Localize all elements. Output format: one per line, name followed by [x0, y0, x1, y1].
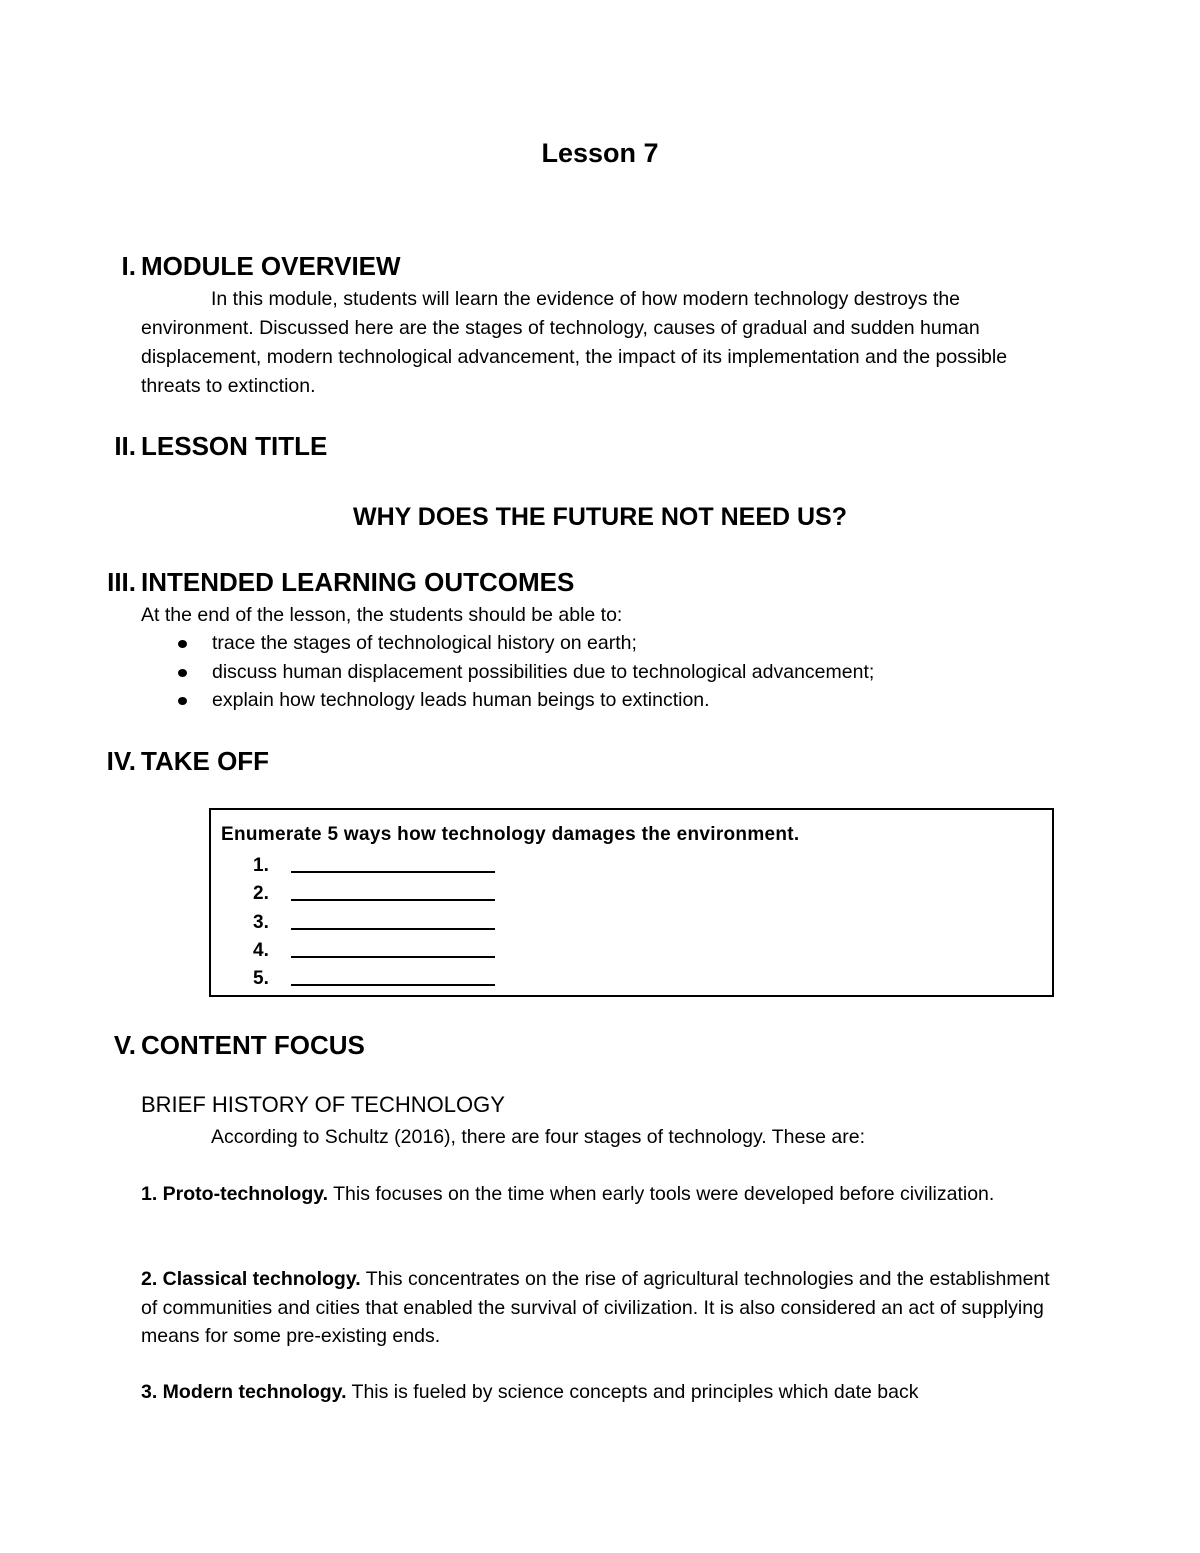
take-off-box [209, 808, 1054, 997]
lesson-name: WHY DOES THE FUTURE NOT NEED US? [352, 503, 847, 531]
stage-label: 2. Classical technology. [141, 1268, 361, 1290]
list-item [253, 909, 495, 937]
section-1-title: MODULE OVERVIEW [141, 251, 401, 281]
bullet-icon [178, 697, 187, 705]
list-item [253, 880, 495, 908]
list-item [253, 852, 495, 880]
answer-blank[interactable] [291, 852, 495, 873]
section-2-number: II. [114, 431, 136, 461]
answer-blank[interactable] [291, 880, 495, 901]
outcomes-list [141, 629, 874, 715]
take-off-heading: Enumerate 5 ways how technology damages the environment. [221, 824, 800, 845]
list-item [141, 686, 874, 715]
answer-blank[interactable] [291, 937, 495, 958]
list-item [253, 965, 495, 993]
module-overview-text: In this module, students will learn the evidence of how modern technology destroys the environment. Discussed here are the stages of technology, causes of gradual and sudden human displacement, modern technological advancement, the impact of its implementation and the possible threats to extinction. [141, 288, 1008, 397]
item-number: 4. [253, 939, 269, 961]
section-3-title: INTENDED LEARNING OUTCOMES [141, 567, 575, 597]
bullet-icon [178, 640, 187, 648]
item-number: 5. [253, 968, 269, 990]
stage-label: 1. Proto-technology. [141, 1183, 329, 1205]
answer-blank[interactable] [291, 909, 495, 930]
answer-blank[interactable] [291, 965, 495, 986]
outcome-text: explain how technology leads human beings to extinction. [212, 689, 710, 711]
item-number: 3. [253, 911, 269, 933]
outcome-text: trace the stages of technological history on earth; [212, 632, 637, 654]
item-number: 2. [253, 883, 269, 905]
bullet-icon [178, 669, 187, 677]
history-intro-text: According to Schultz (2016), there are four stages of technology. These are: [211, 1126, 865, 1148]
section-5-number: V. [113, 1030, 136, 1060]
outcomes-intro: At the end of the lesson, the students should be able to: [141, 604, 623, 626]
section-5-title: CONTENT FOCUS [141, 1030, 365, 1060]
section-2-title: LESSON TITLE [141, 431, 328, 461]
section-4-title: TAKE OFF [141, 746, 270, 776]
item-number: 1. [253, 855, 269, 876]
section-1-number: I. [121, 251, 136, 281]
section-3-number: III. [107, 567, 136, 597]
stage-paragraph-3 [141, 1378, 1061, 1407]
module-overview-paragraph [141, 285, 1061, 401]
stage-text: This is fueled by science concepts and principles which date back [346, 1381, 919, 1403]
stage-text: This focuses on the time when early tools were developed before civilization. [328, 1183, 995, 1205]
list-item [141, 629, 874, 658]
outcome-text: discuss human displacement possibilities due to technological advancement; [212, 660, 875, 683]
lesson-title: Lesson 7 [541, 138, 659, 168]
history-subheading: BRIEF HISTORY OF TECHNOLOGY [141, 1092, 505, 1117]
list-item [141, 658, 874, 687]
stage-text: This concentrates on the rise of agricultural technologies and the establishment of communities and cities that enabled the survival of civilization. It is also considered an act of supplying means for some pre-existing ends. [141, 1268, 1050, 1347]
list-item [253, 937, 495, 965]
take-off-list [253, 852, 495, 993]
section-4-number: IV. [106, 746, 136, 776]
stage-paragraph-1 [141, 1180, 1061, 1209]
history-intro-paragraph [141, 1123, 1061, 1152]
stage-label: 3. Modern technology. [141, 1381, 347, 1403]
stage-paragraph-2 [141, 1265, 1061, 1351]
